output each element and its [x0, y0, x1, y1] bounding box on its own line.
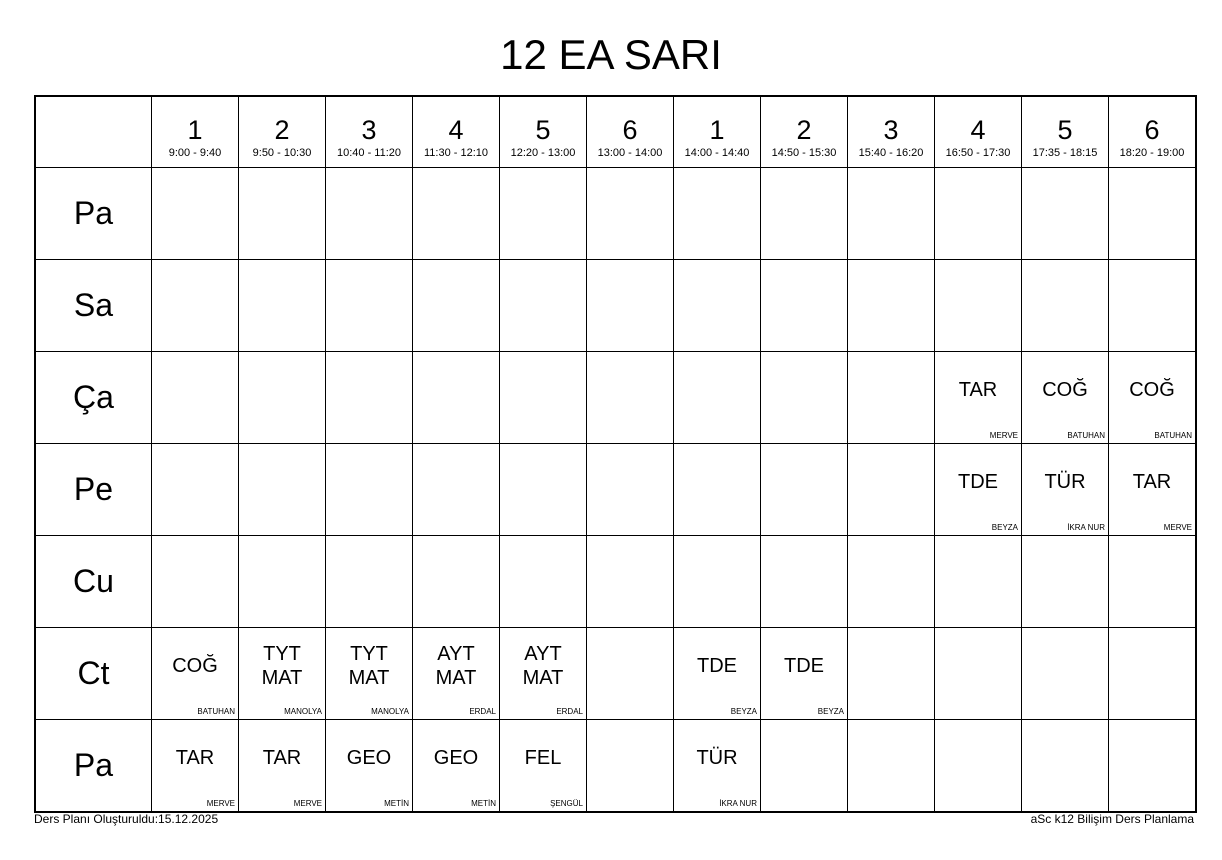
day-row [35, 168, 1196, 260]
empty-cell [761, 536, 848, 628]
lesson-teacher: BEYZA [991, 523, 1018, 532]
day-label: Pe [35, 444, 152, 536]
lesson-subject: COĞ [1042, 378, 1088, 401]
lesson-teacher: ŞENGÜL [550, 799, 583, 808]
empty-cell [761, 720, 848, 813]
period-header [326, 96, 413, 168]
lesson-teacher: BATUHAN [1067, 431, 1105, 440]
footer-software-name: aSc k12 Bilişim Ders Planlama [1030, 812, 1194, 826]
lesson-teacher: BEYZA [730, 707, 757, 716]
lesson-cell [935, 352, 1022, 444]
lesson-teacher: BEYZA [817, 707, 844, 716]
lesson-subject: TDE [697, 654, 737, 677]
period-number: 3 [883, 115, 899, 145]
lesson-teacher: MERVE [1163, 523, 1192, 532]
lesson-cell [761, 628, 848, 720]
empty-cell [1022, 260, 1109, 352]
period-time: 14:50 - 15:30 [771, 147, 837, 159]
empty-cell [239, 444, 326, 536]
empty-cell [587, 536, 674, 628]
lesson-cell [152, 628, 239, 720]
period-number: 5 [1057, 115, 1073, 145]
lesson-subject: TYT MAT [348, 642, 390, 689]
lesson-cell [413, 628, 500, 720]
day-row [35, 444, 1196, 536]
lesson-cell [413, 720, 500, 813]
lesson-cell [674, 628, 761, 720]
period-header [848, 96, 935, 168]
empty-cell [1109, 536, 1197, 628]
empty-cell [326, 536, 413, 628]
lesson-cell [935, 444, 1022, 536]
empty-cell [848, 260, 935, 352]
lesson-subject: AYT MAT [522, 642, 564, 689]
period-header [413, 96, 500, 168]
lesson-teacher: MERVE [293, 799, 322, 808]
empty-cell [587, 352, 674, 444]
lesson-subject: TAR [262, 746, 302, 769]
lesson-subject: TAR [958, 378, 998, 401]
lesson-cell [326, 720, 413, 813]
lesson-teacher: ERDAL [556, 707, 583, 716]
period-number: 6 [622, 115, 638, 145]
empty-cell [674, 352, 761, 444]
footer-created-date: Ders Planı Oluşturuldu:15.12.2025 [34, 812, 219, 826]
period-number: 2 [796, 115, 812, 145]
empty-cell [1022, 168, 1109, 260]
empty-cell [413, 260, 500, 352]
empty-cell [152, 536, 239, 628]
lesson-subject: TYT MAT [261, 642, 303, 689]
empty-cell [848, 720, 935, 813]
page-title: 12 EA SARI [500, 31, 722, 78]
empty-cell [152, 260, 239, 352]
period-time: 16:50 - 17:30 [945, 147, 1011, 159]
period-number: 6 [1144, 115, 1160, 145]
empty-cell [761, 168, 848, 260]
lesson-teacher: MANOLYA [284, 707, 322, 716]
period-time: 18:20 - 19:00 [1119, 147, 1185, 159]
period-header [239, 96, 326, 168]
empty-cell [326, 168, 413, 260]
empty-cell [935, 720, 1022, 813]
empty-cell [239, 168, 326, 260]
empty-cell [848, 536, 935, 628]
empty-cell [935, 260, 1022, 352]
period-time: 9:50 - 10:30 [252, 147, 312, 159]
lesson-cell [239, 720, 326, 813]
empty-cell [848, 444, 935, 536]
empty-cell [1109, 720, 1197, 813]
period-header [500, 96, 587, 168]
empty-cell [413, 536, 500, 628]
lesson-cell [239, 628, 326, 720]
empty-cell [239, 260, 326, 352]
empty-cell [935, 168, 1022, 260]
empty-cell [152, 168, 239, 260]
lesson-subject: TDE [958, 470, 998, 493]
period-number: 4 [970, 115, 986, 145]
lesson-teacher: İKRA NUR [1067, 523, 1105, 532]
period-time: 15:40 - 16:20 [858, 147, 924, 159]
empty-cell [239, 536, 326, 628]
empty-cell [674, 168, 761, 260]
empty-cell [761, 260, 848, 352]
empty-cell [239, 352, 326, 444]
period-time: 10:40 - 11:20 [336, 147, 401, 159]
lesson-teacher: MERVE [206, 799, 235, 808]
empty-cell [413, 352, 500, 444]
lesson-subject: TAR [1132, 470, 1172, 493]
lesson-cell [1022, 444, 1109, 536]
lesson-teacher: BATUHAN [1154, 431, 1192, 440]
empty-cell [326, 260, 413, 352]
period-time: 17:35 - 18:15 [1032, 147, 1098, 159]
day-label: Pa [35, 168, 152, 260]
empty-cell [674, 444, 761, 536]
day-row [35, 536, 1196, 628]
empty-cell [935, 628, 1022, 720]
empty-cell [935, 536, 1022, 628]
lesson-teacher: BATUHAN [197, 707, 235, 716]
day-label: Cu [35, 536, 152, 628]
empty-cell [761, 352, 848, 444]
period-number: 2 [274, 115, 290, 145]
empty-cell [1109, 628, 1197, 720]
lesson-teacher: MANOLYA [371, 707, 409, 716]
empty-cell [587, 720, 674, 813]
empty-cell [587, 168, 674, 260]
period-number: 1 [709, 115, 725, 145]
lesson-teacher: METİN [471, 799, 496, 808]
lesson-cell [1109, 444, 1197, 536]
period-header [152, 96, 239, 168]
lesson-cell [500, 628, 587, 720]
lesson-subject: TÜR [696, 746, 738, 769]
day-label: Pa [35, 720, 152, 813]
lesson-cell [500, 720, 587, 813]
empty-cell [587, 628, 674, 720]
day-label: Sa [35, 260, 152, 352]
period-number: 4 [448, 115, 464, 145]
empty-cell [152, 352, 239, 444]
empty-cell [1022, 536, 1109, 628]
period-header [1109, 96, 1197, 168]
empty-cell [674, 260, 761, 352]
period-header [761, 96, 848, 168]
lesson-subject: COĞ [1129, 378, 1175, 401]
lesson-subject: TAR [175, 746, 215, 769]
empty-cell [413, 444, 500, 536]
period-time: 9:00 - 9:40 [168, 147, 222, 159]
empty-cell [500, 444, 587, 536]
empty-cell [1109, 260, 1197, 352]
lesson-subject: TÜR [1044, 470, 1086, 493]
empty-cell [326, 352, 413, 444]
empty-cell [500, 536, 587, 628]
day-label: Ça [35, 352, 152, 444]
empty-cell [761, 444, 848, 536]
lesson-cell [1022, 352, 1109, 444]
period-header [1022, 96, 1109, 168]
period-time: 12:20 - 13:00 [510, 147, 576, 159]
period-number: 3 [361, 115, 377, 145]
lesson-subject: TDE [784, 654, 824, 677]
lesson-cell [674, 720, 761, 813]
empty-cell [326, 444, 413, 536]
empty-cell [848, 168, 935, 260]
day-row [35, 720, 1196, 813]
empty-cell [1109, 168, 1197, 260]
lesson-cell [1109, 352, 1197, 444]
lesson-teacher: METİN [384, 799, 409, 808]
period-time: 11:30 - 12:10 [423, 147, 488, 159]
lesson-subject: GEO [346, 746, 392, 769]
period-header [935, 96, 1022, 168]
empty-cell [500, 260, 587, 352]
period-number: 1 [187, 115, 203, 145]
day-label: Ct [35, 628, 152, 720]
lesson-subject: AYT MAT [435, 642, 477, 689]
day-row [35, 260, 1196, 352]
timetable [34, 95, 1197, 813]
lesson-teacher: MERVE [989, 431, 1018, 440]
period-header [587, 96, 674, 168]
empty-cell [674, 536, 761, 628]
lesson-subject: COĞ [172, 654, 218, 677]
lesson-teacher: İKRA NUR [719, 799, 757, 808]
lesson-teacher: ERDAL [469, 707, 496, 716]
period-time: 14:00 - 14:40 [684, 147, 750, 159]
period-time: 13:00 - 14:00 [597, 147, 663, 159]
lesson-subject: FEL [524, 746, 562, 769]
empty-cell [152, 444, 239, 536]
period-header [674, 96, 761, 168]
lesson-cell [152, 720, 239, 813]
day-row [35, 352, 1196, 444]
empty-cell [587, 444, 674, 536]
empty-cell [500, 352, 587, 444]
lesson-cell [326, 628, 413, 720]
empty-cell [413, 168, 500, 260]
empty-cell [587, 260, 674, 352]
corner-cell [35, 96, 152, 168]
header-row [35, 96, 1196, 168]
empty-cell [1022, 628, 1109, 720]
empty-cell [848, 352, 935, 444]
day-row [35, 628, 1196, 720]
empty-cell [1022, 720, 1109, 813]
period-number: 5 [535, 115, 551, 145]
lesson-subject: GEO [433, 746, 479, 769]
empty-cell [500, 168, 587, 260]
empty-cell [848, 628, 935, 720]
